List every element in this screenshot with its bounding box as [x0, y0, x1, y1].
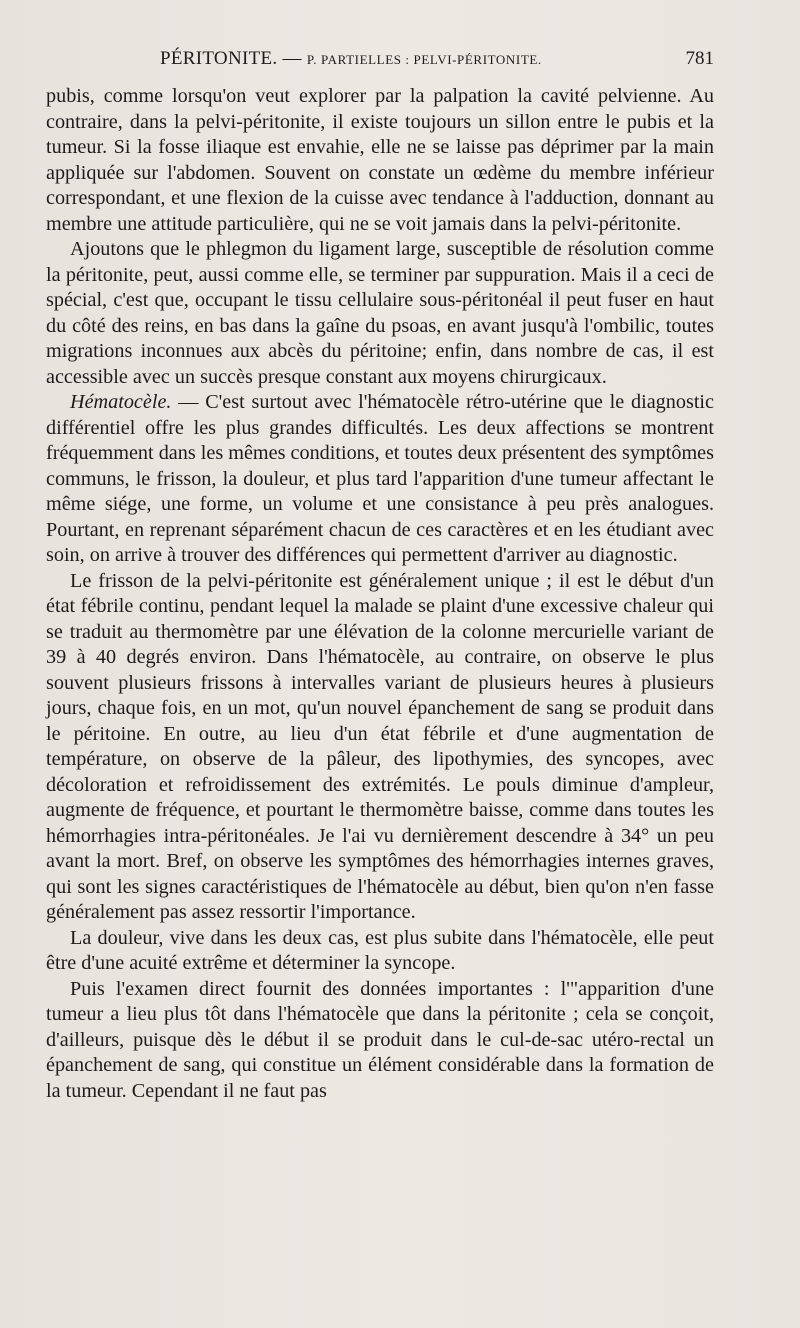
header-dash: — — [282, 48, 302, 69]
section-lead-hematocele: Hématocèle. — [70, 391, 172, 413]
paragraph-text: Ajoutons que le phlegmon du ligament large, susceptible de résolution comme la péritonite, peut, aussi comme elle, se terminer par suppuration. Mais il a ceci de spécial, c'est que, occupant le tissu cellulaire sous-péritonéal il peut fuser en haut du côté des reins, en bas dans la gaîne du psoas, en avant jusqu'à l'ombilic, toutes migrations inconnues aux abcès du péritoine; enfin, dans nombre de cas, il est accessible avec un succès presque constant aux moyens chirurgicaux. — [46, 238, 714, 388]
paragraph-text: — C'est surtout avec l'hématocèle rétro-utérine que le diagnostic différentiel offre les plus grandes difficultés. Les deux affections se montrent fréquemment dans les mêmes conditions, et toutes deux présentent des symptômes communs, le frisson, la douleur, et plus tard l'apparition d'une tumeur affectant le même siége, une forme, un volume et une consistance à peu près analogues. Pourtant, en reprenant séparément chacun de ces caractères et en les étudiant avec soin, on arrive à trouver des différences qui permettent d'arriver au diagnostic. — [46, 391, 714, 566]
page-number: 781 — [685, 48, 714, 69]
running-header — [46, 48, 714, 74]
paragraph-2 — [46, 237, 714, 390]
paragraph-text: pubis, comme lorsqu'on veut explorer par la palpation la cavité pelvienne. Au contraire, dans la pelvi-péritonite, il existe toujours un sillon entre le pubis et la tumeur. Si la fosse iliaque est envahie, elle ne se laisse pas déprimer par la main appliquée sur l'abdomen. Souvent on constate un œdème du membre inférieur correspondant, et une flexion de la cuisse avec tendance à l'adduction, donnant au membre une attitude particulière, qui ne se voit jamais dans la pelvi-péritonite. — [46, 85, 714, 235]
paragraph-text: Le frisson de la pelvi-péritonite est généralement unique ; il est le début d'un état fébrile continu, pendant lequel la malade se plaint d'une excessive chaleur qui se traduit au thermomètre par une élévation de la colonne mercurielle variant de 39 à 40 degrés environ. Dans l'hématocèle, au contraire, on observe le plus souvent plusieurs frissons à intervalles variant de plusieurs heures à plusieurs jours, chaque fois, en un mot, qu'un nouvel épanchement de sang se produit dans le péritoine. En outre, au lieu d'un état fébrile et d'une augmentation de température, on observe de la pâleur, des lipothymies, des syncopes, avec décoloration et refroidissement des extrémités. Le pouls diminue d'ampleur, augmente de fréquence, et pourtant le thermomètre baisse, comme dans toutes les hémorrhagies intra-péritonéales. Je l'ai vu dernièrement descendre à 34° un peu avant la mort. Bref, on observe les symptômes des hémorrhagies internes graves, qui sont les signes caractéristiques de l'hématocèle au début, bien qu'on n'en fasse généralement pas assez ressortir l'importance. — [46, 569, 714, 923]
body-text — [46, 84, 714, 1104]
header-title: PÉRITONITE. — [160, 48, 278, 69]
paragraph-text: Puis l'examen direct fournit des données importantes : l'"apparition d'une tumeur a lieu plus tôt dans l'hématocèle que dans la péritonite ; cela se conçoit, d'ailleurs, puisque dès le début il se produit dans le cul-de-sac utéro-rectal un épanchement de sang, qui constitue un élément considérable dans la formation de la tumeur. Cependant il ne faut pas — [46, 977, 714, 1102]
paragraph-3 — [46, 390, 714, 569]
paragraph-6 — [46, 977, 714, 1105]
paragraph-5 — [46, 926, 714, 977]
header-subtitle: P. PARTIELLES : PELVI-PÉRITONITE. — [306, 52, 542, 67]
running-title — [160, 48, 542, 70]
paragraph-1 — [46, 84, 714, 237]
paragraph-text: La douleur, vive dans les deux cas, est plus subite dans l'hématocèle, elle peut être d'une acuité extrême et déterminer la syncope. — [46, 926, 714, 974]
paragraph-4 — [46, 569, 714, 926]
